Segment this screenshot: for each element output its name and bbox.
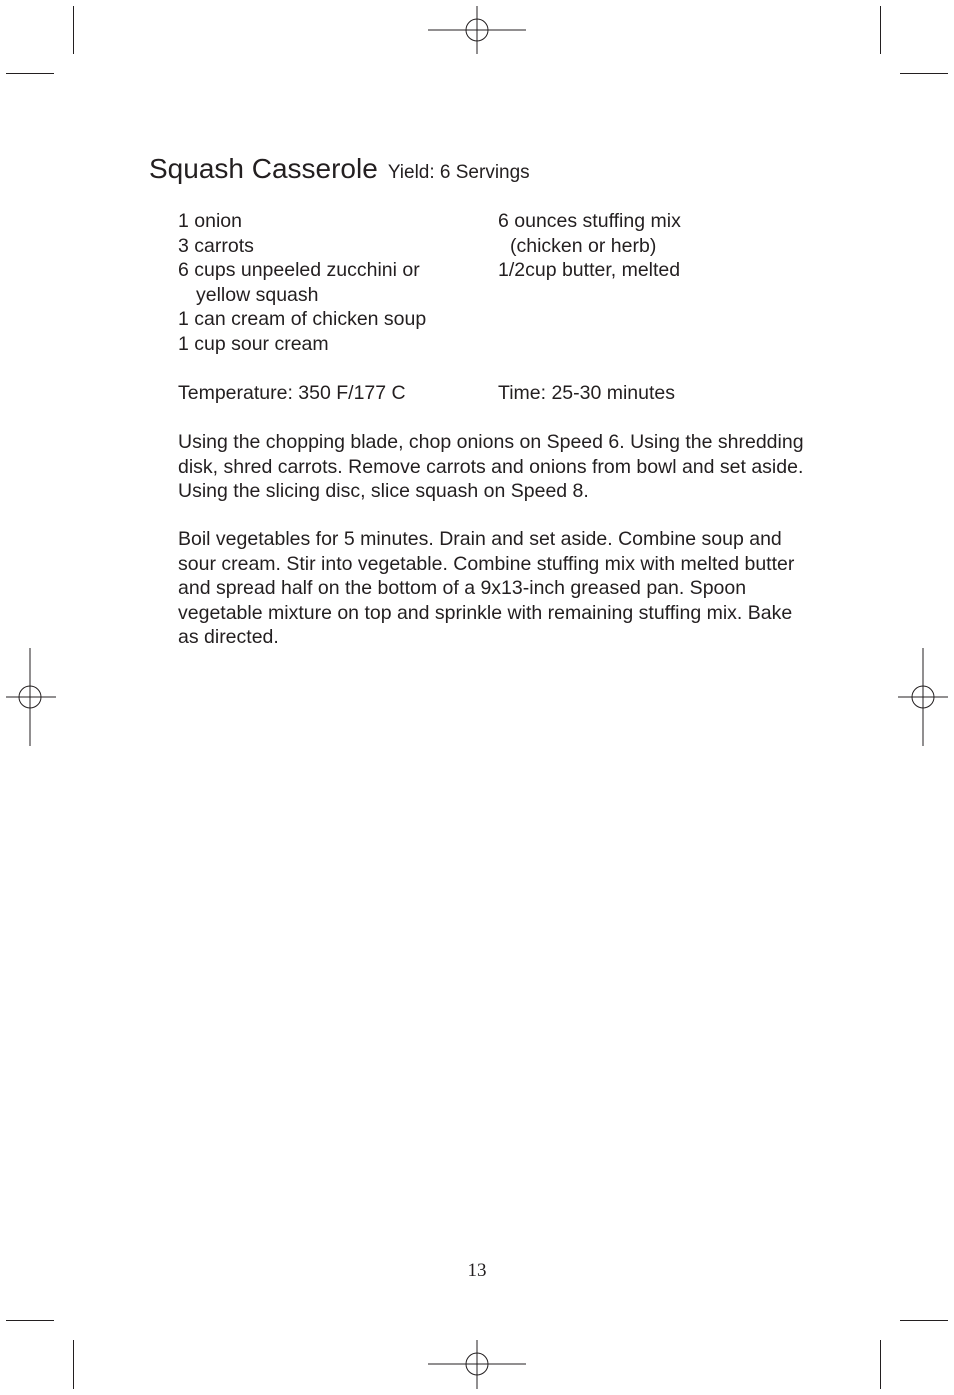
crop-mark [6, 1320, 54, 1321]
ingredient-line: 1 cup sour cream [178, 332, 329, 355]
recipe-yield: Yield: 6 Servings [387, 162, 530, 183]
ingredient-line: yellow squash [196, 283, 319, 306]
ingredient-line: 6 cups unpeeled zucchini or [178, 259, 420, 281]
page-number: 13 [467, 1260, 487, 1281]
temperature: Temperature: 350 F/177 C [178, 382, 406, 404]
ingredient-line: 1 can cream of chicken soup [178, 308, 427, 330]
direction-paragraph: Using the chopping blade, chop onions on Speed 6. Using the shredding disk, shred carrots. Remove carrots and onions from bowl and set aside. Using the slicing disc, slice squash on Speed 8. [178, 431, 804, 502]
ingredient-line: (chicken or herb) [510, 234, 657, 257]
registration-mark-icon [6, 648, 56, 746]
registration-mark-icon [428, 1340, 526, 1389]
crop-mark [880, 6, 881, 54]
registration-mark-icon [898, 648, 948, 746]
recipe-title: Squash Casserole [149, 153, 378, 184]
ingredient-line: 1 onion [178, 210, 242, 232]
crop-mark [900, 73, 948, 74]
crop-mark [6, 73, 54, 74]
crop-mark [900, 1320, 948, 1321]
cook-time: Time: 25-30 minutes [498, 382, 676, 404]
ingredients-left-column [178, 209, 426, 356]
direction-paragraph: Boil vegetables for 5 minutes. Drain and set aside. Combine soup and sour cream. Stir into vegetable. Combine stuffing mix with melted butter and spread half on the bottom of a 9x13-inch greased pan. Spoon vegetable mixture on top and sprinkle with remaining stuffing mix. Bake as directed. [178, 528, 795, 648]
crop-mark [880, 1340, 881, 1389]
crop-mark [73, 1340, 74, 1389]
registration-mark-icon [428, 6, 526, 54]
ingredient-line: 1/2cup butter, melted [498, 259, 681, 281]
ingredient-line: 6 ounces stuffing mix [498, 210, 681, 232]
ingredients-right-column [498, 209, 681, 283]
ingredient-line: 3 carrots [178, 234, 254, 257]
crop-mark [73, 6, 74, 54]
recipe-header [149, 150, 530, 188]
